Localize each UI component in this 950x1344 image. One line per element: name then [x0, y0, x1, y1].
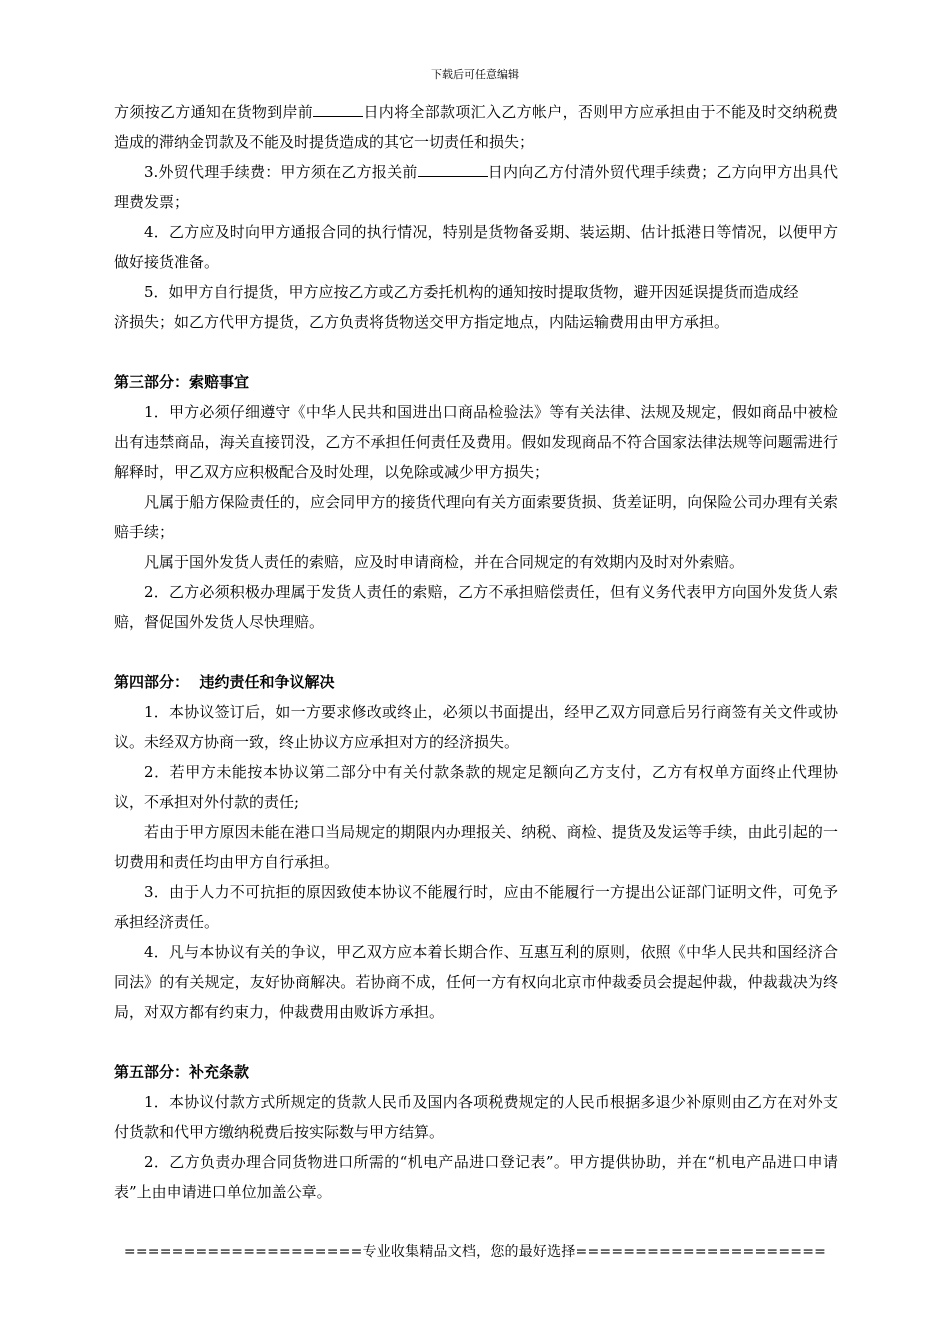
- part4-paragraph-1: 1．本协议签订后，如一方要求修改或终止，必须以书面提出，经甲乙双方同意后另行商签有关文件或协议。未经双方协商一致，终止协议方应承担对方的经济损失。: [114, 703, 838, 751]
- part3-paragraph-4: 2．乙方必须积极办理属于发货人责任的索赔，乙方不承担赔偿责任，但有义务代表甲方向国外发货人索赔，督促国外发货人尽快理赔。: [114, 583, 838, 631]
- paragraph-text: 方须按乙方通知在货物到岸前: [114, 103, 314, 121]
- part2-paragraph-4: 4．乙方应及时向甲方通报合同的执行情况，特别是货物备妥期、装运期、估计抵港日等情况，以便甲方做好接货准备。: [114, 223, 838, 271]
- part5-paragraph-1: 1．本协议付款方式所规定的货款人民币及国内各项税费规定的人民币根据多退少补原则由乙方在对外支付货款和代甲方缴纳税费后按实际数与甲方结算。: [114, 1093, 838, 1141]
- part3-paragraph-3: 凡属于国外发货人责任的索赔，应及时申请商检，并在合同规定的有效期内及时对外索赔。: [144, 553, 745, 571]
- part4-heading: 第四部分： 违约责任和争议解决: [114, 673, 335, 691]
- part2-paragraph-5b: 济损失；如乙方代甲方提货，乙方负责将货物送交甲方指定地点，内陆运输费用由甲方承担。: [114, 313, 730, 331]
- part5-paragraph-2: 2．乙方负责办理合同货物进口所需的“机电产品进口登记表”。甲方提供协助，并在“机电产品进口申请表”上由申请进口单位加盖公章。: [114, 1153, 838, 1201]
- part3-heading: 第三部分：索赔事宜: [114, 373, 250, 391]
- part2-paragraph-payment: [114, 97, 838, 157]
- part5-heading: 第五部分：补充条款: [114, 1063, 250, 1081]
- page-footer: ====================专业收集精品文档，您的最好选择=====================: [123, 1244, 827, 1260]
- paragraph-text: 日内将全部款项汇入乙方帐户，否则甲方应承担由于不能及时交纳税费造成的滞纳金罚款及不能及时提货造成的其它一切责任和损失；: [114, 103, 838, 151]
- part3-paragraph-1: 1．甲方必须仔细遵守《中华人民共和国进出口商品检验法》等有关法律、法规及规定，假如商品中被检出有违禁商品，海关直接罚没，乙方不承担任何责任及费用。假如发现商品不符合国家法律法规等问题需进行解释时，甲乙双方应积极配合及时处理，以免除或减少甲方损失；: [114, 403, 838, 481]
- document-body: [114, 97, 838, 1207]
- paragraph-text: 3.外贸代理手续费：甲方须在乙方报关前: [144, 163, 418, 181]
- part2-paragraph-agency-fee: [114, 157, 838, 217]
- part4-paragraph-4: 3．由于人力不可抗拒的原因致使本协议不能履行时，应由不能履行一方提出公证部门证明文件，可免予承担经济责任。: [114, 883, 838, 931]
- part2-paragraph-5a: 5．如甲方自行提货，甲方应按乙方或乙方委托机构的通知按时提取货物，避开因延误提货而造成经: [144, 283, 799, 301]
- part4-paragraph-5: 4．凡与本协议有关的争议，甲乙双方应本着长期合作、互惠互利的原则，依照《中华人民共和国经济合同法》的有关规定，友好协商解决。若协商不成，任何一方有权向北京市仲裁委员会提起仲裁，仲裁裁决为终局，对双方都有约束力，仲裁费用由败诉方承担。: [114, 943, 838, 1021]
- part4-paragraph-2: 2．若甲方未能按本协议第二部分中有关付款条款的规定足额向乙方支付，乙方有权单方面终止代理协议，不承担对外付款的责任;: [114, 763, 838, 811]
- fill-in-blank: [313, 98, 363, 117]
- page-header: 下载后可任意编辑: [431, 68, 519, 81]
- fill-in-blank: [418, 158, 488, 177]
- paragraph-text: 日内向乙方付清外贸代理手续费；乙方向甲方出具代理费发票；: [114, 163, 838, 211]
- part4-paragraph-3: 若由于甲方原因未能在港口当局规定的期限内办理报关、纳税、商检、提货及发运等手续，由此引起的一切费用和责任均由甲方自行承担。: [114, 823, 838, 871]
- part3-paragraph-2: 凡属于船方保险责任的，应会同甲方的接货代理向有关方面索要货损、货差证明，向保险公司办理有关索赔手续；: [114, 493, 838, 541]
